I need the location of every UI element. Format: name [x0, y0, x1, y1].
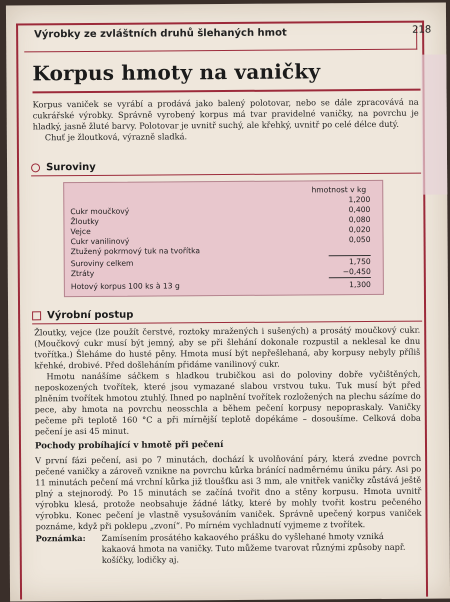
- section-title: Výrobky ze zvláštních druhů šlehaných hmot: [34, 27, 287, 41]
- column-header: hmotnost v kg: [311, 185, 367, 195]
- table-row: Vejce 0,020: [70, 225, 371, 237]
- intro-paragraph: Korpus vaniček se vyrábí a prodává jako balený polotovar, nebo se dále zpracovává na cukrářské výrobky. Správně vyrobený korpus má tvar pravidelné vaničky, na povrchu je hladký, jasně žluté barvy. Polotovar je uvnitř suchý, ale křehký, uvnitř po celé délce dutý.: [32, 96, 419, 132]
- table-row-loss: Ztráty −0,450: [70, 267, 371, 279]
- procedure-heading: Výrobní postup: [32, 310, 133, 322]
- square-bullet-icon: [32, 311, 41, 320]
- intro-text: [33, 97, 419, 144]
- final-rule: [329, 277, 371, 278]
- circle-bullet-icon: [31, 163, 40, 172]
- recipe-title: Korpus hmoty na vaničky: [32, 59, 321, 86]
- procedure-text: [34, 325, 421, 438]
- intro-taste: Chuť je žloutková, výrazně sladká.: [44, 131, 188, 143]
- book-page: [6, 2, 450, 601]
- table-row-final: Hotový korpus 100 ks à 13 g 1,300: [70, 280, 371, 292]
- table-row: Cukr vanilinový 0,050: [70, 235, 371, 247]
- page-number: 218: [412, 24, 432, 36]
- table-row: Žloutky 0,080: [70, 215, 371, 227]
- note-text: Zamísením prosátého kakaového prášku do vyšlehané hmoty vzniká kakaová hmota na vaničky. Tuto můžeme tvarovat různými způsoby např. košíčky, lodičky aj.: [101, 530, 406, 565]
- procedure-paragraph-1: Žloutky, vejce (lze použít čerstvé, roztoky mražených i sušených) a prosátý moučkový cukr. (Moučkový cukr musí být jemný, aby se při šlehání dokonale rozpustil a neklesal ke dnu tvořítka.) Šleháme do husté pěny. Hmota musí být nepřešlehaná, aby korpusy nebyly příliš křehké, drobivé. Před došleháním přidáme vanilinový cukr.: [34, 324, 421, 371]
- ingredients-heading: Suroviny: [31, 162, 96, 173]
- table-row: Ztužený pokrmový tuk na tvořítka: [70, 246, 201, 257]
- table-row-total: Suroviny celkem 1,750: [70, 257, 371, 269]
- table-row: Cukr moučkový 0,400: [70, 205, 371, 217]
- baking-process-heading: Pochody probíhající v hmotě při pečení: [34, 440, 224, 452]
- baking-process-text: V první fázi pečení, asi po 7 minutách, dochází k uvolňování páry, která zvedne povrch pečené vaničky a zároveň vznikne na povrchu kůrka bránící nadměrnému úniku páry. Asi po 11 minutách pečení má vrchní kůrka již tloušťku asi 3 mm, ale vnitřek vaničky zůstává ještě plný a stejnorodý. Po 15 minutách se začíná tvořit dno a stěny korpusu. Hmota uvnitř výrobku klesá, protože neobsahuje žádné látky, které by mohly tvořit kostru pečeného výrobku. Konec pečení je vlastně vysušováním vaniček. Správně upečený korpus vaniček poznáme, když při poklepu „zvoní“. Po mírném vychladnutí vyjmeme z tvořítek.: [35, 452, 422, 532]
- procedure-paragraph-2: Hmotu nanášíme sáčkem s hladkou trubičkou asi do poloviny dobře vyčištěných, neposkozených tvořítek, které jsou vymazané slabou vrstvou tuku. Tuk musí být před plněním tvořítek hmotou ztuhlý. Ihned po naplnění tvořítek rozložených na plechu sázíme do pece, aby hmota na povrchu neosschla a během pečení korpusy nepopraskaly. Vaničky pečeme při teplotě 160 °C a při mírnější teplotě dopékáme – dosoušíme. Celková doba pečení je asi 45 minut.: [34, 368, 421, 437]
- table-row: 1,200: [348, 195, 371, 205]
- adjacent-page-bleed: [421, 54, 447, 194]
- note-label: Poznámka:: [35, 532, 86, 544]
- ingredients-table: [63, 180, 384, 297]
